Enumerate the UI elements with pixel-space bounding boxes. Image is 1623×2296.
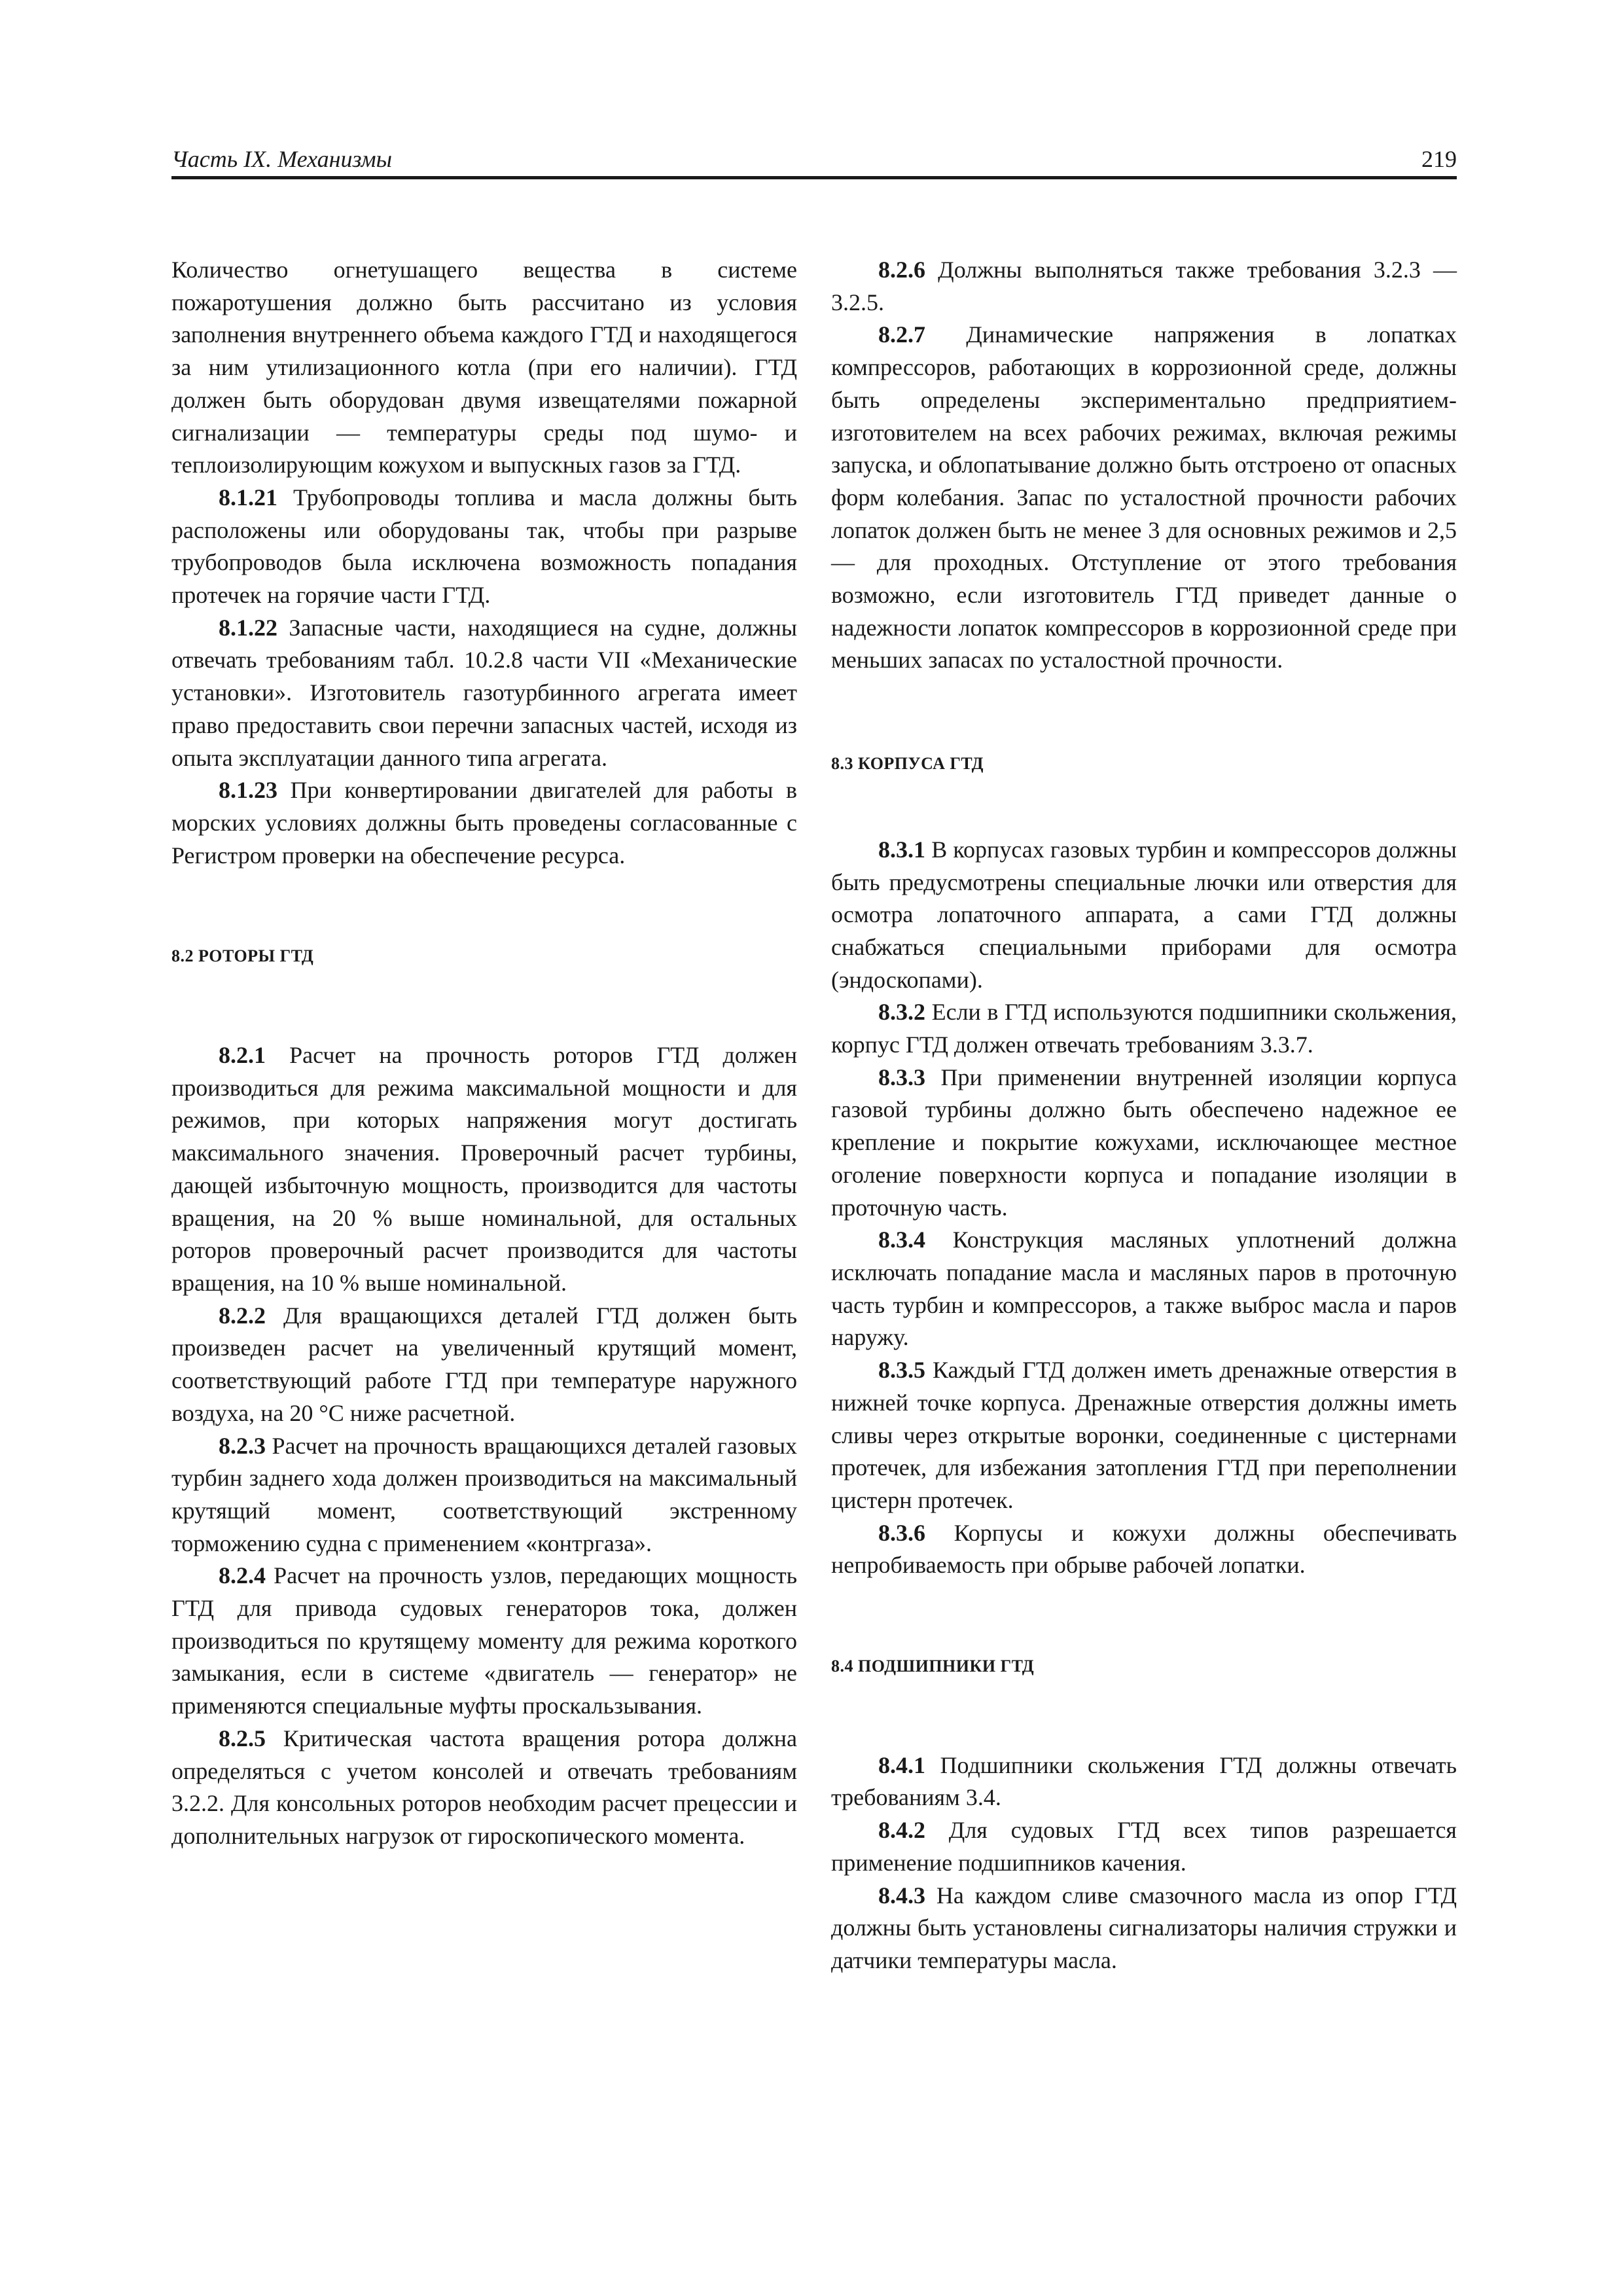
clause-number: 8.2.3 bbox=[219, 1432, 266, 1459]
clause-text: Динамические напряжения в лопатках компрессоров, работающих в коррозионной среде, должны быть определены экспериментально предприятием-изготовителем на всех рабочих режимах, включая режимы запуска, и облопатывание должно быть отстроено от опасных форм колебания. Запас по усталостной прочности рабочих лопаток должен быть не менее 3 для основных режимов и 2,5 — для проходных. Отступление от этого требования возможно, если изготовитель ГТД приведет данные о надежности лопаток компрессоров в коррозионной среде при меньших запасах по усталостной прочности. bbox=[831, 321, 1457, 673]
clause-8-2-1 bbox=[171, 1039, 797, 1300]
clause-number: 8.3.1 bbox=[878, 836, 925, 863]
page-number: 219 bbox=[1421, 146, 1457, 172]
clause-8-2-4 bbox=[171, 1560, 797, 1723]
clause-8-3-4 bbox=[831, 1224, 1457, 1354]
clause-text: При конвертировании двигателей для работы в морских условиях должны быть проведены согласованные с Регистром проверки на обеспечение ресурса. bbox=[171, 777, 797, 869]
clause-number: 8.3.2 bbox=[878, 999, 925, 1026]
clause-8-3-1 bbox=[831, 834, 1457, 997]
clause-8-3-5 bbox=[831, 1354, 1457, 1517]
clause-8-2-2 bbox=[171, 1300, 797, 1430]
clause-number: 8.3.5 bbox=[878, 1357, 925, 1384]
clause-text: Каждый ГТД должен иметь дренажные отверстия в нижней точке корпуса. Дренажные отверстия должны иметь сливы через открытые воронки, соединенные с цистернами протечек, для избежания затопления ГТД при переполнении цистерн протечек. bbox=[831, 1357, 1457, 1513]
page-header bbox=[171, 143, 1457, 179]
clause-number: 8.3.6 bbox=[878, 1519, 925, 1546]
clause-text: Для судовых ГТД всех типов разрешается применение подшипников качения. bbox=[831, 1817, 1457, 1876]
clause-text: Критическая частота вращения ротора должна определяться с учетом консолей и отвечать требованиям 3.2.2. Для консольных роторов необходим расчет прецессии и дополнительных нагрузок от гироскопического момента. bbox=[171, 1725, 797, 1849]
clause-text: Конструкция масляных уплотнений должна исключать попадание масла и масляных паров в проточную часть турбин и компрессоров, а также выброс масла и паров наружу. bbox=[831, 1227, 1457, 1351]
clause-8-4-3 bbox=[831, 1880, 1457, 1977]
clause-8-2-7 bbox=[831, 319, 1457, 677]
clause-text: Для вращающихся деталей ГТД должен быть произведен расчет на увеличенный крутящий момент, соответствующий работе ГТД при температуре наружного воздуха, на 20 °С ниже расчетной. bbox=[171, 1302, 797, 1426]
header-rule bbox=[171, 176, 1457, 179]
clause-text: Расчет на прочность роторов ГТД должен производиться для режима максимальной мощности и для режимов, при которых напряжения могут достигать максимального значения. Проверочный расчет турбины, дающей избыточную мощность, производится для частоты вращения, на 20 % выше номинальной, для остальных роторов проверочный расчет производится для частоты вращения, на 10 % выше номинальной. bbox=[171, 1042, 797, 1296]
paragraph-intro: Количество огнетушащего вещества в системе пожаротушения должно быть рассчитано из условия заполнения внутреннего объема каждого ГТД и находящегося за ним утилизационного котла (при его наличии). ГТД должен быть оборудован двумя извещателями пожарной сигнализации — температуры среды под шумо- и теплоизолирующим кожухом и выпускных газов за ГТД. bbox=[171, 257, 797, 478]
clause-8-2-3 bbox=[171, 1430, 797, 1560]
running-title: Часть IX. Механизмы bbox=[171, 146, 392, 172]
clause-text: Расчет на прочность узлов, передающих мощность ГТД для привода судовых генераторов тока, должен производиться по крутящему моменту для режима короткого замыкания, если в системе «двигатель — генератор» не применяются специальные муфты проскальзывания. bbox=[171, 1562, 797, 1719]
clause-number: 8.2.5 bbox=[219, 1725, 266, 1751]
clause-8-4-2 bbox=[831, 1814, 1457, 1879]
clause-8-2-5 bbox=[171, 1723, 797, 1853]
clause-text: В корпусах газовых турбин и компрессоров должны быть предусмотрены специальные лючки или отверстия для осмотра лопаточного аппарата, а сами ГТД должны снабжаться специальными приборами для осмотра (эндоскопами). bbox=[831, 836, 1457, 993]
section-heading-8-2: 8.2 РОТОРЫ ГТД bbox=[171, 946, 314, 966]
clause-number: 8.3.3 bbox=[878, 1064, 925, 1090]
clause-8-1-22 bbox=[171, 612, 797, 775]
clause-8-3-6 bbox=[831, 1517, 1457, 1582]
clause-text: Должны выполняться также требования 3.2.3 — 3.2.5. bbox=[831, 257, 1457, 315]
clause-number: 8.1.22 bbox=[219, 614, 277, 641]
clause-8-3-3 bbox=[831, 1062, 1457, 1225]
clause-number: 8.2.2 bbox=[219, 1302, 266, 1329]
clause-number: 8.1.23 bbox=[219, 777, 277, 804]
section-heading-8-3: 8.3 КОРПУСА ГТД bbox=[831, 754, 984, 774]
clause-8-2-6 bbox=[831, 254, 1457, 319]
clause-text: Запасные части, находящиеся на судне, должны отвечать требованиям табл. 10.2.8 части VII «Механические установки». Изготовитель газотурбинного агрегата имеет право предоставить свои перечни запасных частей, исходя из опыта эксплуатации данного типа агрегата. bbox=[171, 614, 797, 771]
clause-number: 8.2.4 bbox=[219, 1562, 266, 1589]
clause-number: 8.3.4 bbox=[878, 1227, 925, 1253]
clause-text: Корпусы и кожухи должны обеспечивать непробиваемость при обрыве рабочей лопатки. bbox=[831, 1519, 1457, 1579]
right-column bbox=[831, 254, 1457, 1977]
clause-8-1-23 bbox=[171, 774, 797, 872]
clause-number: 8.2.6 bbox=[878, 257, 925, 283]
section-heading-8-4: 8.4 ПОДШИПНИКИ ГТД bbox=[831, 1657, 1035, 1676]
clause-number: 8.1.21 bbox=[219, 484, 277, 511]
clause-number: 8.2.7 bbox=[878, 321, 925, 348]
clause-text: Подшипники скольжения ГТД должны отвечать требованиям 3.4. bbox=[831, 1751, 1457, 1811]
clause-number: 8.4.3 bbox=[878, 1882, 925, 1909]
clause-text: Если в ГТД используются подшипники скольжения, корпус ГТД должен отвечать требованиям 3.3.7. bbox=[831, 999, 1457, 1058]
clause-text: На каждом сливе смазочного масла из опор ГТД должны быть установлены сигнализаторы наличия стружки и датчики температуры масла. bbox=[831, 1882, 1457, 1973]
clause-text: При применении внутренней изоляции корпуса газовой турбины должно быть обеспечено надежное ее крепление и покрытие кожухами, исключающее местное оголение поверхности корпуса и попадание изоляции в проточную часть. bbox=[831, 1064, 1457, 1221]
clause-number: 8.4.2 bbox=[878, 1817, 925, 1844]
clause-text: Расчет на прочность вращающихся деталей газовых турбин заднего хода должен производиться на максимальный крутящий момент, соответствующий экстренному торможению судна с применением «контргаза». bbox=[171, 1432, 797, 1556]
clause-8-3-2 bbox=[831, 996, 1457, 1061]
clause-text: Трубопроводы топлива и масла должны быть расположены или оборудованы так, чтобы при разрыве трубопроводов была исключена возможность попадания протечек на горячие части ГТД. bbox=[171, 484, 797, 609]
clause-8-1-21 bbox=[171, 482, 797, 612]
left-column bbox=[171, 254, 797, 1853]
clause-8-4-1 bbox=[831, 1749, 1457, 1814]
clause-number: 8.2.1 bbox=[219, 1042, 266, 1069]
clause-number: 8.4.1 bbox=[878, 1751, 925, 1778]
